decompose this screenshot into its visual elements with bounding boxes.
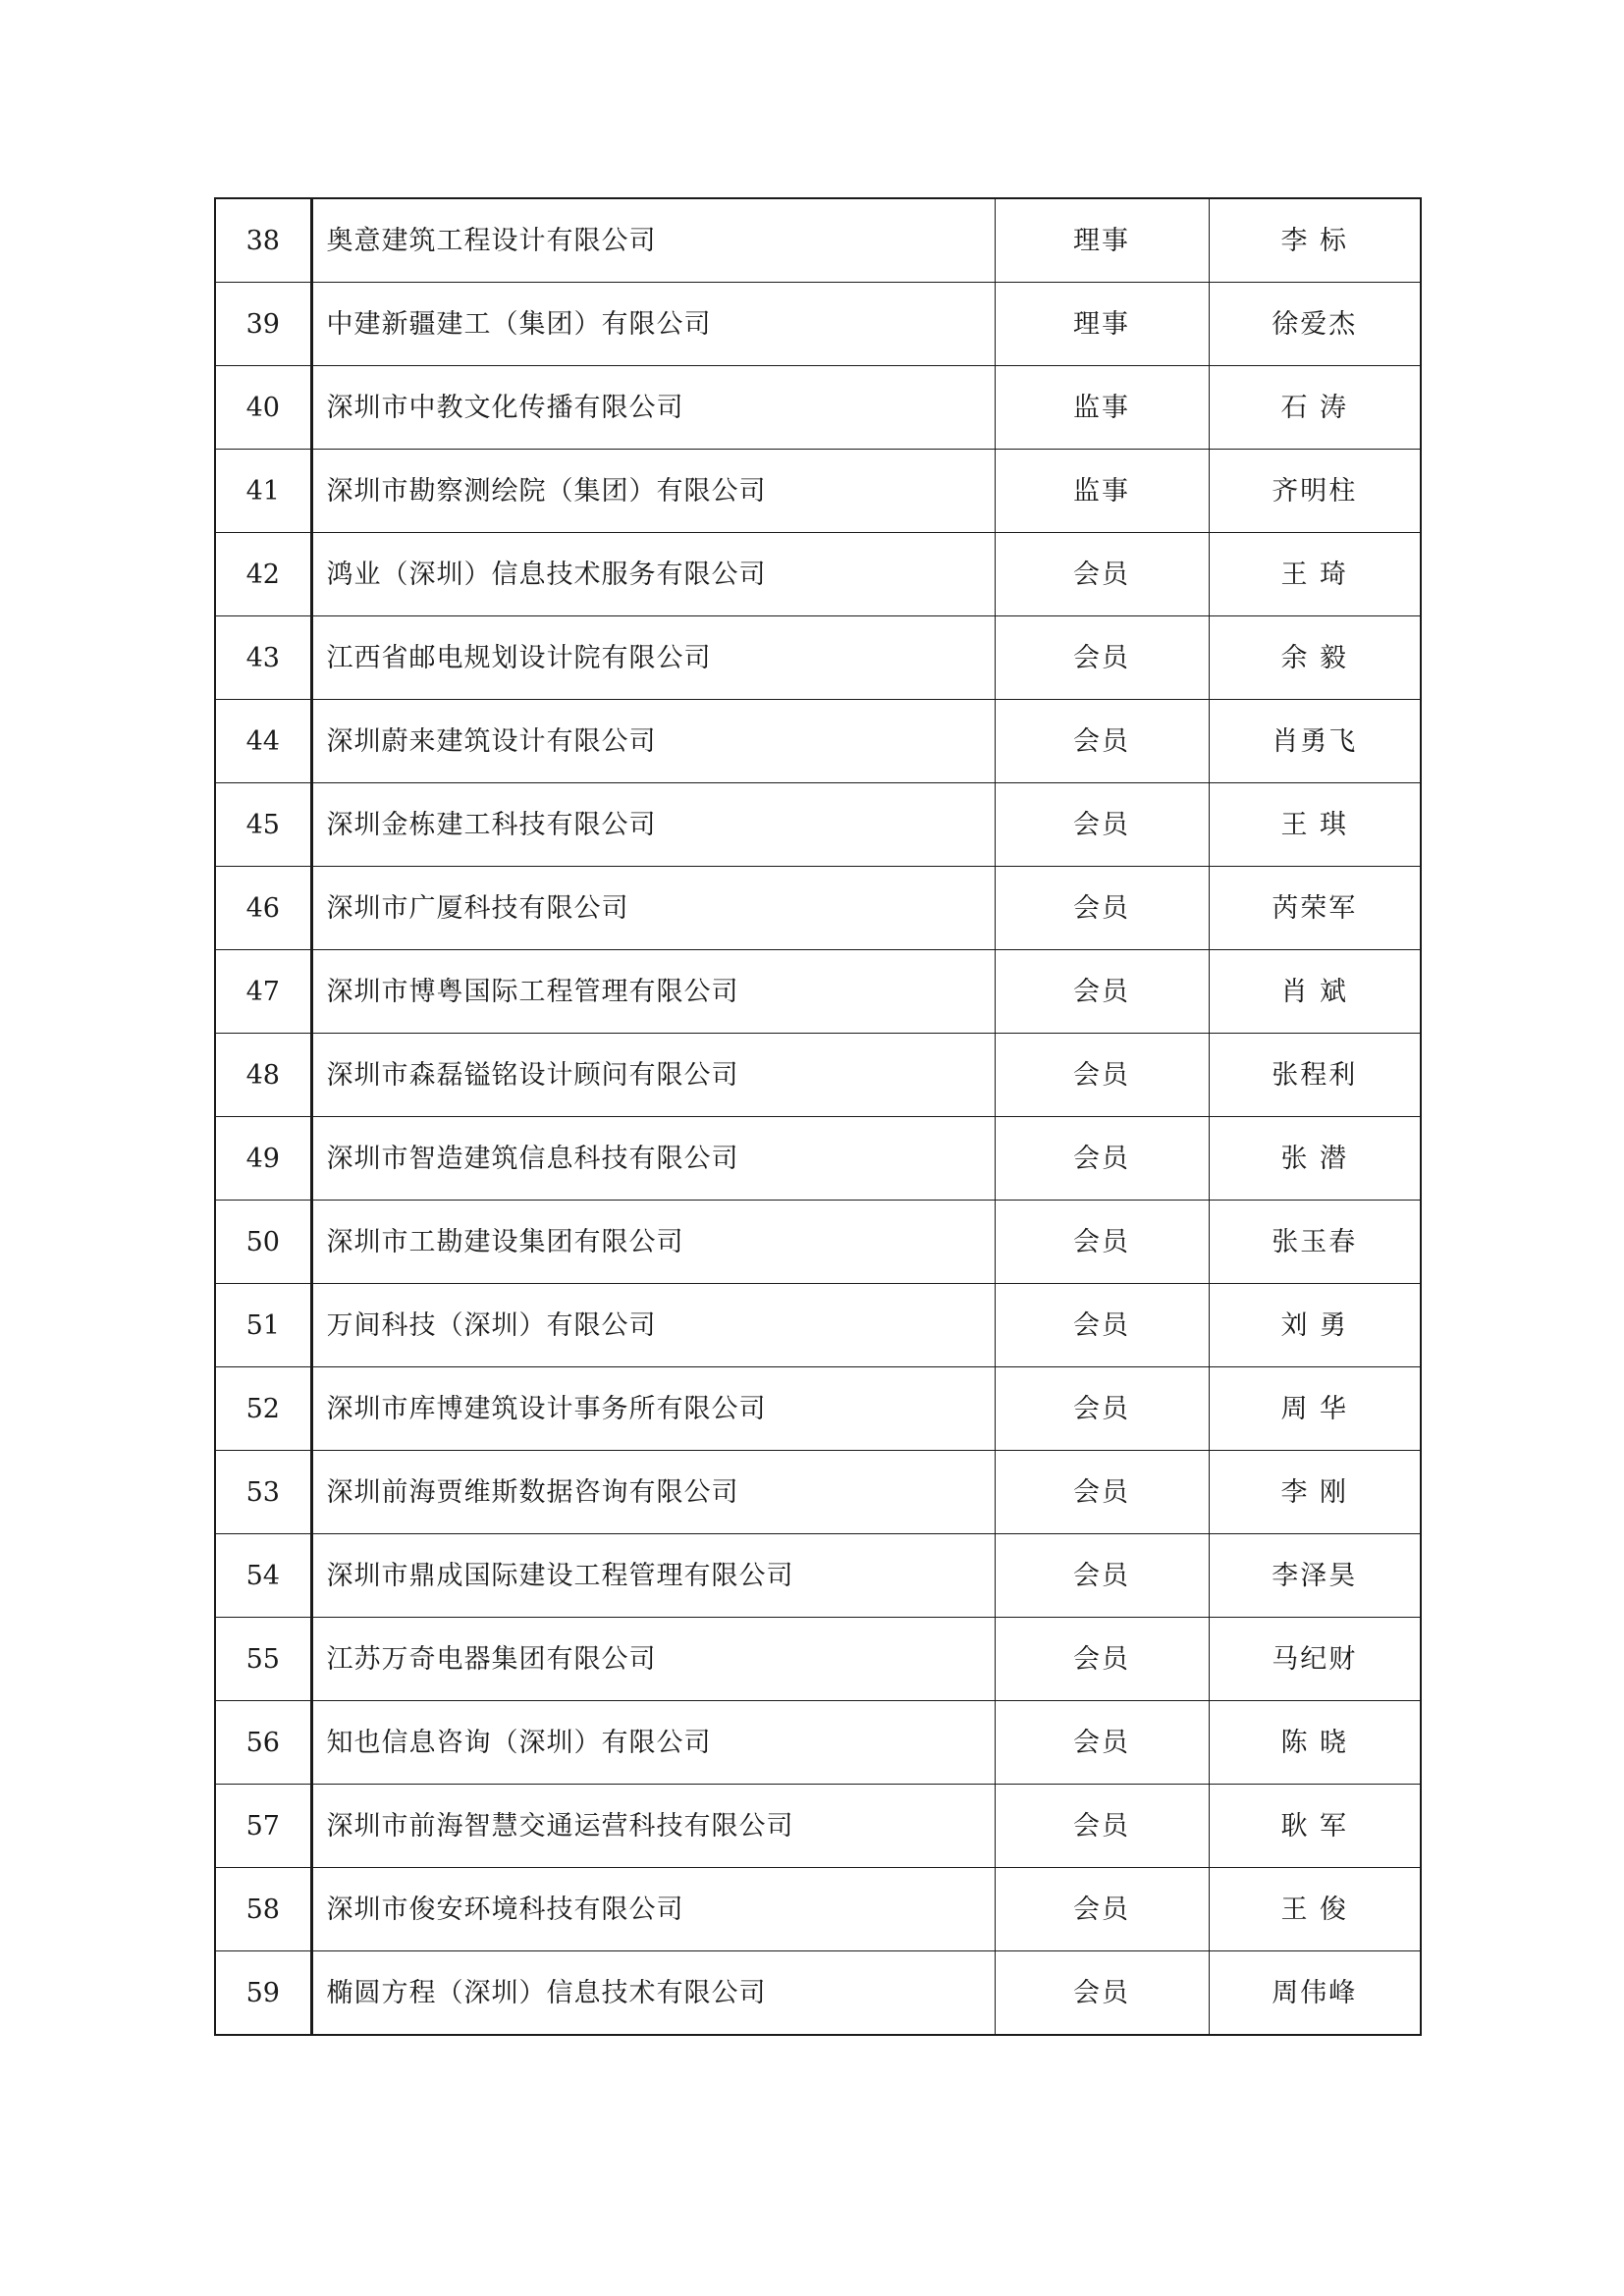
representative-name-cell: 周 华 <box>1209 1367 1421 1451</box>
table-row <box>215 867 1421 950</box>
row-number-cell: 51 <box>215 1284 311 1367</box>
representative-name-cell: 周伟峰 <box>1209 1951 1421 2036</box>
organization-cell: 江苏万奇电器集团有限公司 <box>311 1618 995 1701</box>
table-row <box>215 1117 1421 1201</box>
row-number-cell: 50 <box>215 1201 311 1284</box>
row-number-cell: 53 <box>215 1451 311 1534</box>
row-number-cell: 55 <box>215 1618 311 1701</box>
table-row <box>215 1951 1421 2036</box>
role-cell: 会员 <box>995 783 1209 867</box>
organization-cell: 深圳市勘察测绘院（集团）有限公司 <box>311 450 995 533</box>
representative-name-cell: 刘 勇 <box>1209 1284 1421 1367</box>
row-number-cell: 59 <box>215 1951 311 2036</box>
row-number-cell: 46 <box>215 867 311 950</box>
table-row <box>215 1201 1421 1284</box>
row-number-cell: 47 <box>215 950 311 1034</box>
row-number-cell: 56 <box>215 1701 311 1785</box>
representative-name-cell: 肖 斌 <box>1209 950 1421 1034</box>
role-cell: 会员 <box>995 1618 1209 1701</box>
role-cell: 会员 <box>995 1534 1209 1618</box>
member-table <box>214 197 1422 2036</box>
role-cell: 会员 <box>995 1284 1209 1367</box>
representative-name-cell: 齐明柱 <box>1209 450 1421 533</box>
role-cell: 会员 <box>995 533 1209 616</box>
organization-cell: 深圳市中教文化传播有限公司 <box>311 366 995 450</box>
table-row <box>215 1034 1421 1117</box>
organization-cell: 深圳市俊安环境科技有限公司 <box>311 1868 995 1951</box>
row-number-cell: 57 <box>215 1785 311 1868</box>
row-number-cell: 49 <box>215 1117 311 1201</box>
organization-cell: 万间科技（深圳）有限公司 <box>311 1284 995 1367</box>
representative-name-cell: 石 涛 <box>1209 366 1421 450</box>
organization-cell: 深圳前海贾维斯数据咨询有限公司 <box>311 1451 995 1534</box>
table-row <box>215 950 1421 1034</box>
representative-name-cell: 张玉春 <box>1209 1201 1421 1284</box>
table-row <box>215 283 1421 366</box>
organization-cell: 知也信息咨询（深圳）有限公司 <box>311 1701 995 1785</box>
table-row <box>215 1701 1421 1785</box>
role-cell: 监事 <box>995 450 1209 533</box>
organization-cell: 深圳市森磊镒铭设计顾问有限公司 <box>311 1034 995 1117</box>
representative-name-cell: 张 潜 <box>1209 1117 1421 1201</box>
representative-name-cell: 王 俊 <box>1209 1868 1421 1951</box>
row-number-cell: 54 <box>215 1534 311 1618</box>
row-number-cell: 41 <box>215 450 311 533</box>
table-row <box>215 1618 1421 1701</box>
representative-name-cell: 张程利 <box>1209 1034 1421 1117</box>
table-row <box>215 450 1421 533</box>
role-cell: 会员 <box>995 1785 1209 1868</box>
representative-name-cell: 王 琪 <box>1209 783 1421 867</box>
organization-cell: 深圳市工勘建设集团有限公司 <box>311 1201 995 1284</box>
table-row <box>215 700 1421 783</box>
member-table-body <box>215 198 1421 2035</box>
organization-cell: 深圳市鼎成国际建设工程管理有限公司 <box>311 1534 995 1618</box>
organization-cell: 深圳市库博建筑设计事务所有限公司 <box>311 1367 995 1451</box>
organization-cell: 深圳金栋建工科技有限公司 <box>311 783 995 867</box>
table-row <box>215 1284 1421 1367</box>
row-number-cell: 52 <box>215 1367 311 1451</box>
organization-cell: 深圳市前海智慧交通运营科技有限公司 <box>311 1785 995 1868</box>
role-cell: 理事 <box>995 283 1209 366</box>
representative-name-cell: 马纪财 <box>1209 1618 1421 1701</box>
role-cell: 会员 <box>995 867 1209 950</box>
organization-cell: 鸿业（深圳）信息技术服务有限公司 <box>311 533 995 616</box>
organization-cell: 深圳市智造建筑信息科技有限公司 <box>311 1117 995 1201</box>
role-cell: 会员 <box>995 700 1209 783</box>
row-number-cell: 42 <box>215 533 311 616</box>
row-number-cell: 40 <box>215 366 311 450</box>
organization-cell: 中建新疆建工（集团）有限公司 <box>311 283 995 366</box>
table-row <box>215 783 1421 867</box>
role-cell: 会员 <box>995 1868 1209 1951</box>
organization-cell: 深圳市广厦科技有限公司 <box>311 867 995 950</box>
role-cell: 监事 <box>995 366 1209 450</box>
representative-name-cell: 肖勇飞 <box>1209 700 1421 783</box>
table-row <box>215 1534 1421 1618</box>
representative-name-cell: 李 刚 <box>1209 1451 1421 1534</box>
representative-name-cell: 余 毅 <box>1209 616 1421 700</box>
role-cell: 会员 <box>995 1701 1209 1785</box>
table-row <box>215 1367 1421 1451</box>
organization-cell: 江西省邮电规划设计院有限公司 <box>311 616 995 700</box>
role-cell: 会员 <box>995 1367 1209 1451</box>
representative-name-cell: 耿 军 <box>1209 1785 1421 1868</box>
table-row <box>215 366 1421 450</box>
role-cell: 理事 <box>995 198 1209 283</box>
representative-name-cell: 芮荣军 <box>1209 867 1421 950</box>
representative-name-cell: 李 标 <box>1209 198 1421 283</box>
representative-name-cell: 王 琦 <box>1209 533 1421 616</box>
row-number-cell: 38 <box>215 198 311 283</box>
role-cell: 会员 <box>995 1951 1209 2036</box>
representative-name-cell: 徐爱杰 <box>1209 283 1421 366</box>
row-number-cell: 48 <box>215 1034 311 1117</box>
table-row <box>215 1451 1421 1534</box>
row-number-cell: 43 <box>215 616 311 700</box>
role-cell: 会员 <box>995 1117 1209 1201</box>
role-cell: 会员 <box>995 616 1209 700</box>
role-cell: 会员 <box>995 950 1209 1034</box>
table-row <box>215 198 1421 283</box>
representative-name-cell: 李泽昊 <box>1209 1534 1421 1618</box>
organization-cell: 深圳市博粤国际工程管理有限公司 <box>311 950 995 1034</box>
role-cell: 会员 <box>995 1034 1209 1117</box>
table-row <box>215 533 1421 616</box>
row-number-cell: 58 <box>215 1868 311 1951</box>
organization-cell: 奥意建筑工程设计有限公司 <box>311 198 995 283</box>
organization-cell: 深圳蔚来建筑设计有限公司 <box>311 700 995 783</box>
row-number-cell: 44 <box>215 700 311 783</box>
row-number-cell: 39 <box>215 283 311 366</box>
representative-name-cell: 陈 晓 <box>1209 1701 1421 1785</box>
organization-cell: 椭圆方程（深圳）信息技术有限公司 <box>311 1951 995 2036</box>
role-cell: 会员 <box>995 1201 1209 1284</box>
table-row <box>215 616 1421 700</box>
row-number-cell: 45 <box>215 783 311 867</box>
role-cell: 会员 <box>995 1451 1209 1534</box>
table-row <box>215 1868 1421 1951</box>
table-row <box>215 1785 1421 1868</box>
